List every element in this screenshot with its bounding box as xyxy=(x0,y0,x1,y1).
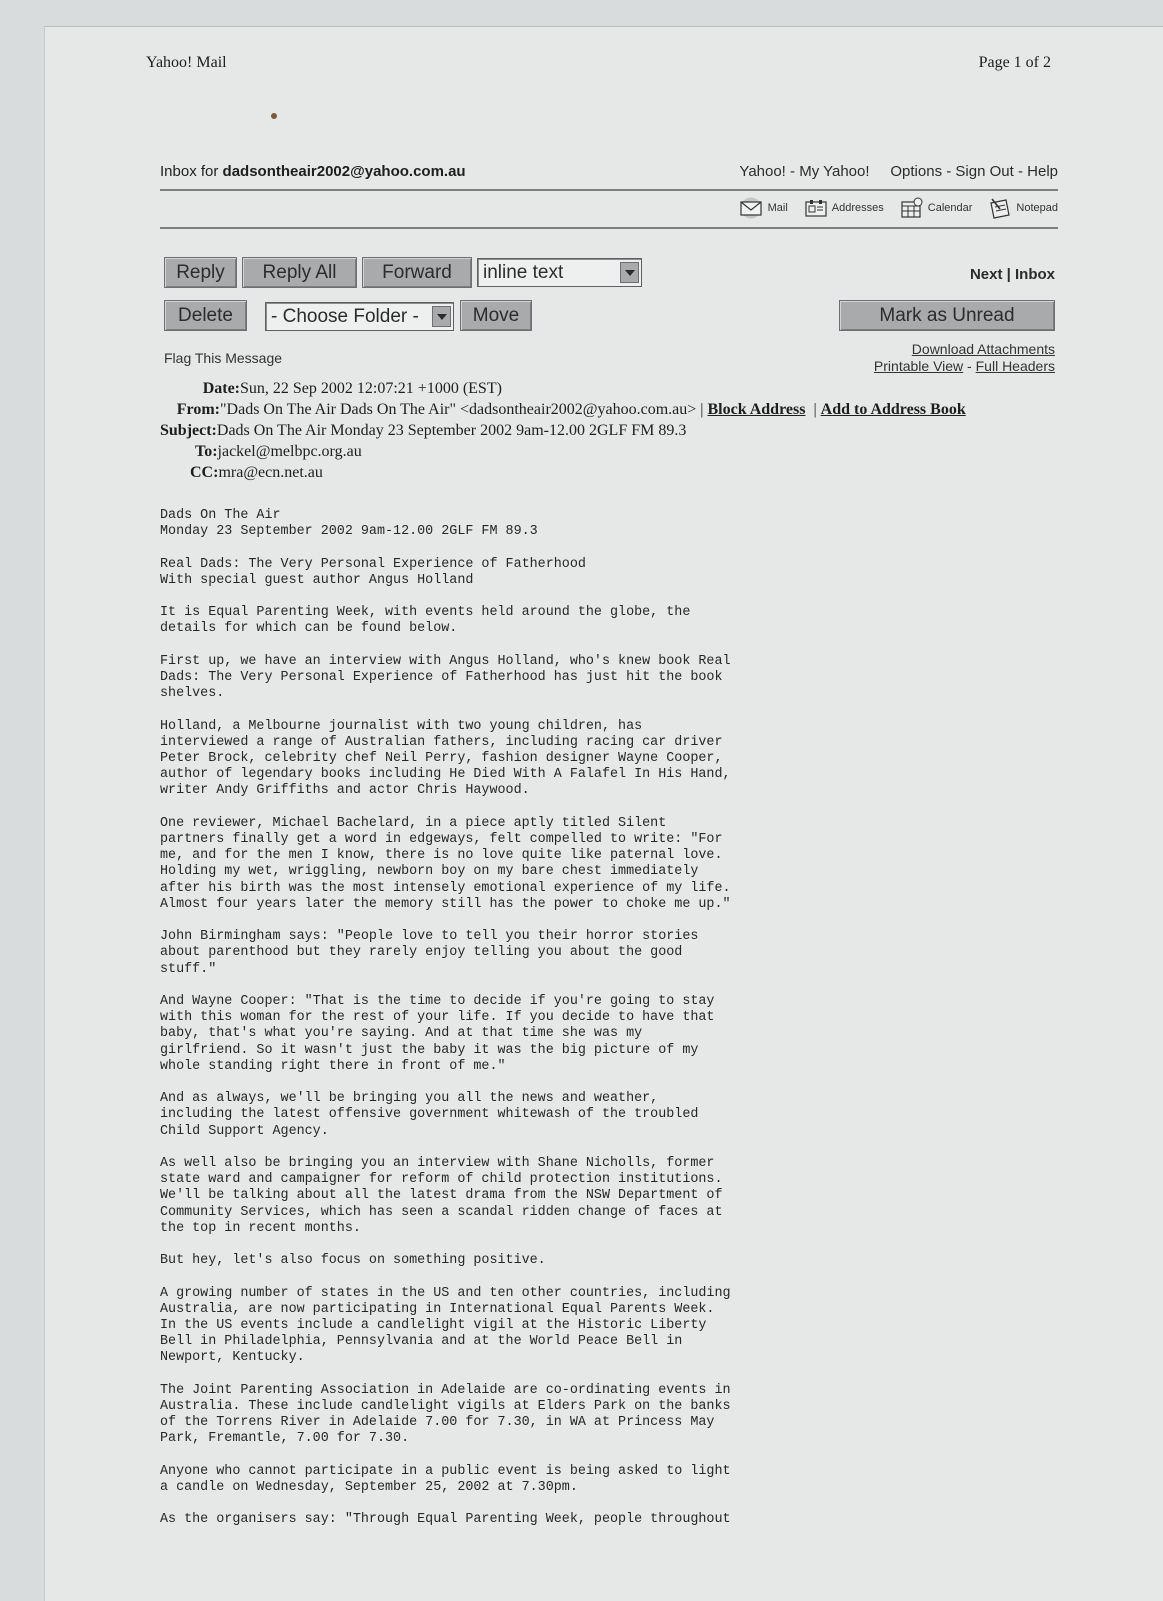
inbox-link[interactable]: Inbox xyxy=(1015,266,1055,283)
choose-folder-value: - Choose Folder - xyxy=(271,305,419,327)
yahoo-link[interactable]: Yahoo! xyxy=(739,163,786,180)
block-address-link[interactable]: Block Address xyxy=(707,401,806,418)
message-nav: Next | Inbox xyxy=(969,266,1055,283)
flag-message-link[interactable]: Flag This Message xyxy=(164,350,283,366)
options-link[interactable]: Options xyxy=(890,163,943,180)
from-value: "Dads On The Air Dads On The Air" <dadsontheair2002@yahoo.com.au> xyxy=(220,401,697,418)
choose-folder-select[interactable] xyxy=(265,302,454,331)
body-paragraph: Anyone who cannot participate in a public event is being asked to light a candle on Wednesday, September 25, 2002 at 7.30pm. xyxy=(160,1463,731,1495)
sign-out-link[interactable]: Sign Out xyxy=(955,163,1014,180)
top-divider xyxy=(160,189,1058,191)
subject-row: Subject: Dads On The Air Monday 23 September 2002 9am-12.00 2GLF FM 89.3 xyxy=(160,422,687,439)
body-paragraph: And as always, we'll be bringing you all the news and weather, including the latest offensive government whitewash of the troubled Child Support Agency. xyxy=(160,1091,699,1139)
body-paragraph: As well also be bringing you an interview with Shane Nicholls, former state ward and campaigner for reform of child protection institutions. We'll be talking about all the latest drama from the NSW Department of Community Services, which has seen a scandal ridden change of faces at the top in recent months. xyxy=(160,1155,723,1236)
body-paragraph: Dads On The Air Monday 23 September 2002 9am-12.00 2GLF FM 89.3 xyxy=(160,508,538,540)
forward-mode-select[interactable] xyxy=(477,258,642,287)
chevron-down-icon[interactable] xyxy=(432,306,451,327)
body-paragraph: John Birmingham says: "People love to tell you their horror stories about parenthood but they rarely enjoy telling you about the good stuff." xyxy=(160,929,699,977)
nav-icons-bar xyxy=(738,197,1058,219)
message-headers xyxy=(160,378,966,483)
cc-row: CC: mra@ecn.net.au xyxy=(190,464,323,481)
next-link[interactable]: Next xyxy=(969,266,1003,283)
subject-value: Dads On The Air Monday 23 September 2002 9am-12.00 2GLF FM 89.3 xyxy=(216,422,687,439)
nav-divider xyxy=(160,227,1058,229)
calendar-icon xyxy=(900,197,924,219)
reply-all-button[interactable]: Reply All xyxy=(242,257,357,288)
top-links: Yahoo! - My Yahoo! Options - Sign Out - Help xyxy=(739,163,1058,180)
inbox-title: Inbox for dadsontheair2002@yahoo.com.au xyxy=(160,163,466,180)
inbox-email: dadsontheair2002@yahoo.com.au xyxy=(222,163,466,180)
message-tools: Download Attachments Printable View - Full Headers xyxy=(873,341,1055,374)
body-paragraph: Real Dads: The Very Personal Experience of Fatherhood With special guest author Angus Holland xyxy=(160,556,586,588)
my-yahoo-link[interactable]: My Yahoo! xyxy=(799,163,870,180)
mark-unread-button[interactable]: Mark as Unread xyxy=(839,300,1055,331)
download-attachments-link[interactable]: Download Attachments xyxy=(911,341,1055,357)
delete-button[interactable]: Delete xyxy=(164,300,247,331)
body-paragraph: One reviewer, Michael Bachelard, in a piece aptly titled Silent partners finally get a word in edgeways, felt compelled to write: "For me, and for the men I know, there is no love quite like paternal love. Holding my wet, wriggling, newborn boy on my bare chest immediately after his birth was the most intensely emotional experience of my life. Almost four years later the memory still has the power to choke me up." xyxy=(160,815,731,912)
add-address-book-link[interactable]: Add to Address Book xyxy=(820,401,966,418)
body-paragraph: Holland, a Melbourne journalist with two young children, has interviewed a range of Australian fathers, including racing car driver Peter Brock, celebrity chef Neil Perry, fashion designer Wayne Cooper, author of legendary books including He Died With A Falafel In His Hand, writer Andy Griffiths and actor Chris Haywood. xyxy=(160,718,731,799)
cc-value: mra@ecn.net.au xyxy=(218,464,323,481)
chevron-down-icon[interactable] xyxy=(620,262,639,283)
help-link[interactable]: Help xyxy=(1027,163,1058,180)
print-header-page: Page 1 of 2 xyxy=(978,54,1051,71)
nav-calendar[interactable]: Calendar xyxy=(900,197,973,219)
nav-addresses[interactable]: Addresses xyxy=(804,198,884,218)
message-body xyxy=(160,508,860,1545)
body-paragraph: But hey, let's also focus on something positive. xyxy=(160,1253,546,1269)
mail-topbar xyxy=(160,163,1058,185)
print-speck xyxy=(271,113,277,119)
forward-mode-value: inline text xyxy=(483,261,564,283)
print-header-app: Yahoo! Mail xyxy=(146,54,227,71)
notepad-icon xyxy=(988,197,1012,219)
body-paragraph: First up, we have an interview with Angus Holland, who's knew book Real Dads: The Very Personal Experience of Fatherhood has just hit the book shelves. xyxy=(160,653,731,702)
mail-icon xyxy=(738,197,764,219)
body-paragraph: And Wayne Cooper: "That is the time to decide if you're going to stay with this woman for the rest of your life. If you decide to have that baby, that's what you're saying. And at that time she was my girlfriend. So it wasn't just the baby it was the big picture of my whole standing right there in front of me." xyxy=(160,993,715,1074)
print-header xyxy=(146,54,1051,72)
move-button[interactable]: Move xyxy=(460,300,532,331)
body-paragraph: It is Equal Parenting Week, with events held around the globe, the details for which can be found below. xyxy=(160,605,691,637)
body-paragraph: As the organisers say: "Through Equal Parenting Week, people throughout xyxy=(160,1512,731,1528)
body-paragraph: A growing number of states in the US and ten other countries, including Australia, are now participating in International Equal Parents Week. In the US events include a candlelight vigil at the Historic Liberty Bell in Philadelphia, Pennsylvania and at the World Peace Bell in Newport, Kentucky. xyxy=(160,1285,731,1366)
nav-mail[interactable]: Mail xyxy=(738,197,788,219)
reply-button[interactable]: Reply xyxy=(164,257,237,288)
addresses-icon xyxy=(804,198,828,218)
date-value: Sun, 22 Sep 2002 12:07:21 +1000 (EST) xyxy=(240,380,502,397)
nav-notepad[interactable]: Notepad xyxy=(988,197,1058,219)
printable-view-link[interactable]: Printable View xyxy=(873,358,964,374)
full-headers-link[interactable]: Full Headers xyxy=(975,358,1055,374)
body-paragraph: The Joint Parenting Association in Adelaide are co-ordinating events in Australia. These include candlelight vigils at Elders Park on the banks of the Torrens River in Adelaide 7.00 for 7.30, in WA at Princess May Park, Fremantle, 7.00 for 7.30. xyxy=(160,1382,731,1447)
date-row: Date: Sun, 22 Sep 2002 12:07:21 +1000 (EST) xyxy=(202,380,502,397)
forward-button[interactable]: Forward xyxy=(362,257,472,288)
from-row: From: "Dads On The Air Dads On The Air" <dadsontheair2002@yahoo.com.au> | Block Address | Add to Address Book xyxy=(176,401,966,418)
to-row: To: jackel@melbpc.org.au xyxy=(195,443,362,460)
to-value: jackel@melbpc.org.au xyxy=(217,443,362,460)
